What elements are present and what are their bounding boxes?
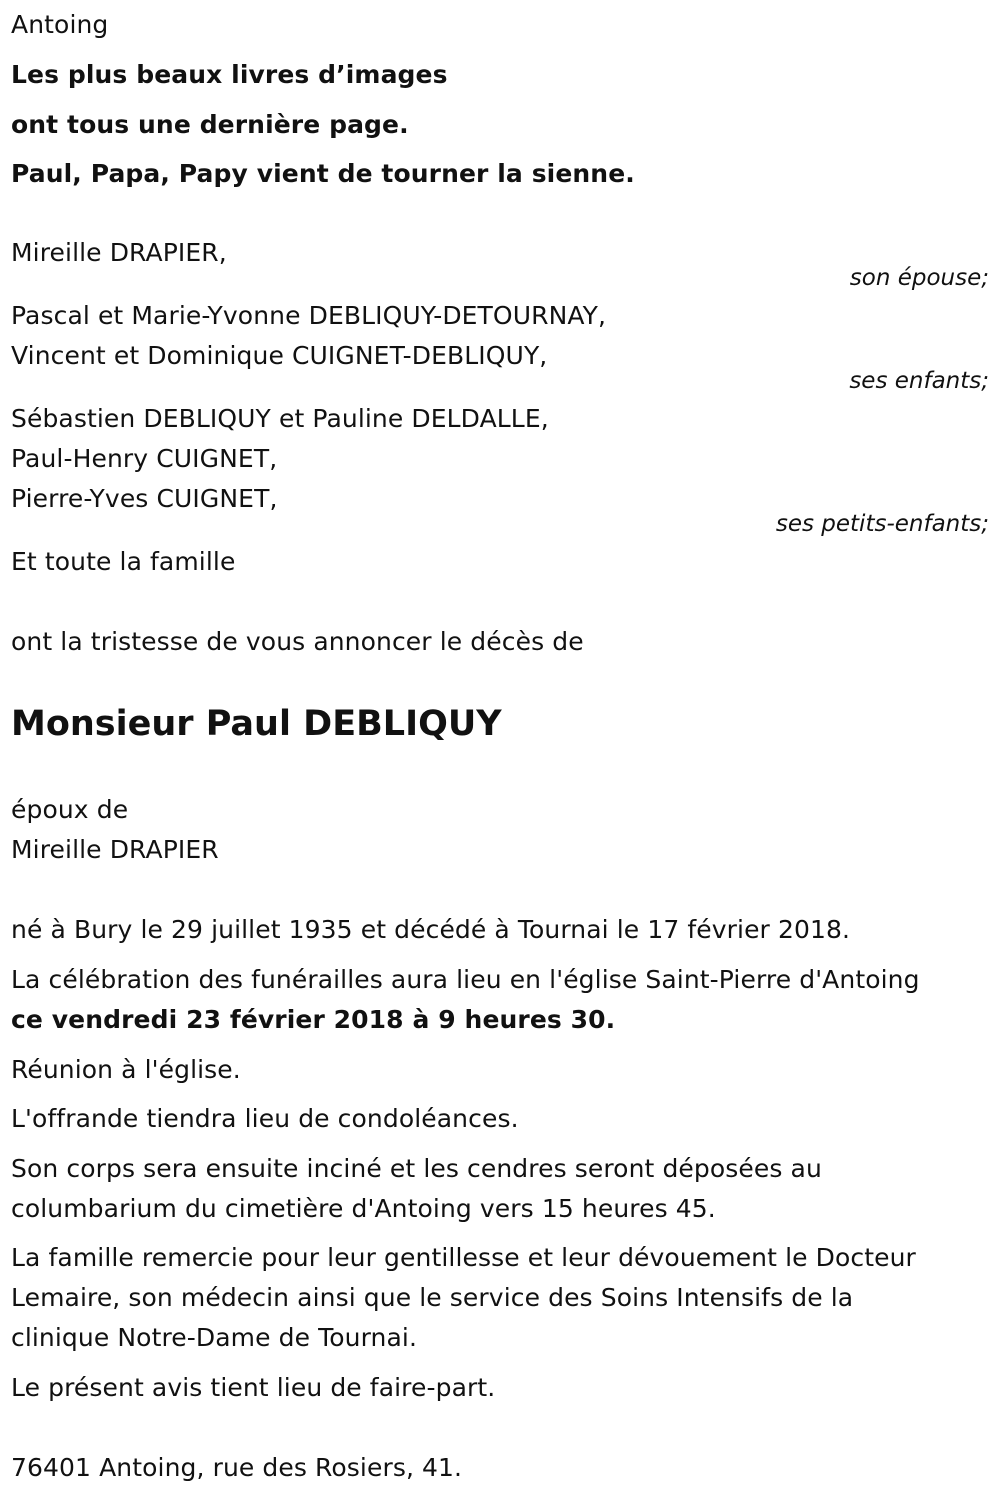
poem-line: Les plus beaux livres d’images <box>11 60 448 89</box>
poem-line: ont tous une dernière page. <box>11 110 409 139</box>
poem-line: Paul, Papa, Papy vient de tourner la sienne. <box>11 159 635 188</box>
deceased-name: Monsieur Paul DEBLIQUY <box>11 704 502 744</box>
spouse-role: son épouse; <box>849 265 989 291</box>
notice-text: Le présent avis tient lieu de faire-part. <box>11 1373 496 1402</box>
meeting-text: Réunion à l'église. <box>11 1055 241 1084</box>
thanks-text: clinique Notre-Dame de Tournai. <box>11 1323 418 1352</box>
funeral-text: La célébration des funérailles aura lieu en l'église Saint-Pierre d'Antoing <box>11 965 920 994</box>
child-name: Pascal et Marie-Yvonne DEBLIQUY-DETOURNAY, <box>11 301 607 330</box>
location-heading: Antoing <box>11 10 109 39</box>
offering-text: L'offrande tiendra lieu de condoléances. <box>11 1104 519 1133</box>
cremation-text: Son corps sera ensuite inciné et les cendres seront déposées au <box>11 1154 822 1183</box>
grandchild-name: Sébastien DEBLIQUY et Pauline DELDALLE, <box>11 404 549 433</box>
spouse-name: Mireille DRAPIER, <box>11 238 227 267</box>
announcement-text: ont la tristesse de vous annoncer le décès de <box>11 627 584 656</box>
funeral-date: ce vendredi 23 février 2018 à 9 heures 30. <box>11 1005 616 1034</box>
spouse-of-name: Mireille DRAPIER <box>11 835 219 864</box>
children-role: ses enfants; <box>849 368 989 394</box>
cremation-text: columbarium du cimetière d'Antoing vers 15 heures 45. <box>11 1194 716 1223</box>
spouse-of-label: époux de <box>11 795 129 824</box>
grandchild-name: Paul-Henry CUIGNET, <box>11 444 278 473</box>
thanks-text: Lemaire, son médecin ainsi que le service des Soins Intensifs de la <box>11 1283 854 1312</box>
child-name: Vincent et Dominique CUIGNET-DEBLIQUY, <box>11 341 548 370</box>
birth-death-text: né à Bury le 29 juillet 1935 et décédé à Tournai le 17 février 2018. <box>11 915 851 944</box>
thanks-text: La famille remercie pour leur gentillesse et leur dévouement le Docteur <box>11 1243 916 1272</box>
family-others: Et toute la famille <box>11 547 236 576</box>
grandchild-name: Pierre-Yves CUIGNET, <box>11 484 278 513</box>
grandchildren-role: ses petits-enfants; <box>775 511 989 537</box>
address-text: 76401 Antoing, rue des Rosiers, 41. <box>11 1453 463 1482</box>
